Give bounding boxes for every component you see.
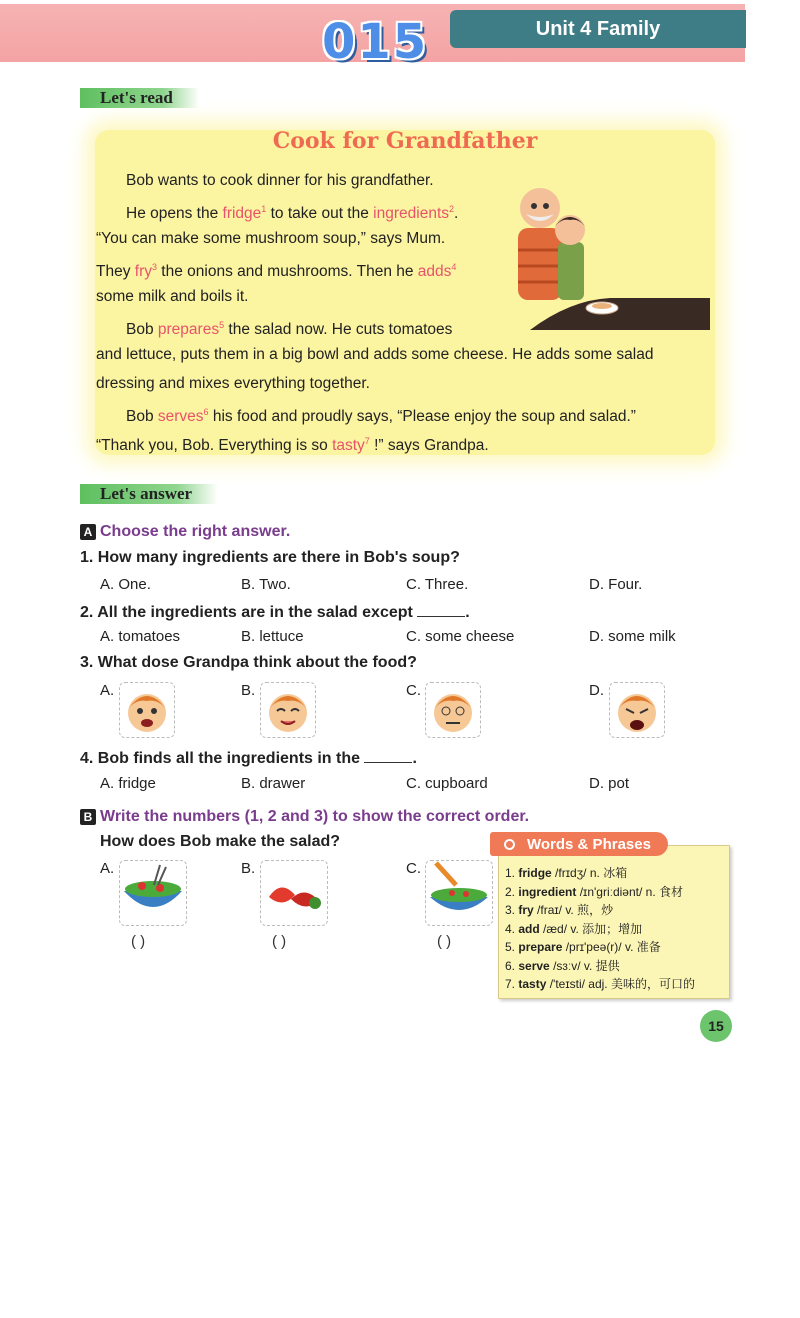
word-item: 5. prepare /prɪ'peə(r)/ v. 准备 [505, 940, 661, 954]
circle-bullet-icon [504, 839, 515, 850]
word-item: 7. tasty /'teɪsti/ adj. 美味的，可口的 [505, 977, 695, 991]
words-heading: Words & Phrases [490, 832, 668, 856]
q2-option-a[interactable]: A. tomatoes [100, 628, 181, 645]
story-line: dressing and mixes everything together. [96, 375, 370, 392]
question-3: 3. What dose Grandpa think about the food? [80, 654, 417, 671]
page-number: 15 [700, 1010, 732, 1042]
story-line: He opens the fridge$^1$ to take out the ingredients$^2$. [126, 204, 459, 223]
q4-blank[interactable] [364, 748, 412, 763]
word-item: 4. add /æd/ v. 添加；增加 [505, 921, 643, 936]
word-item: 3. fry /fraɪ/ v. 煎，炒 [505, 903, 614, 917]
q2-option-b[interactable]: B. lettuce [241, 628, 304, 645]
order-blank-b[interactable]: ( ) [272, 933, 287, 950]
word-item: 6. serve /sɜːv/ v. 提供 [505, 958, 620, 973]
question-1: 1. How many ingredients are there in Bob's soup? [80, 549, 460, 566]
part-b-question: How does Bob make the salad? [100, 833, 341, 850]
q1-option-a[interactable]: A. One. [100, 576, 151, 593]
lets-answer-tag: Let's answer [80, 484, 218, 504]
q4-option-b[interactable]: B. drawer [241, 775, 306, 792]
question-2: 2. All the ingredients are in the salad except . [80, 604, 470, 621]
q2-blank[interactable] [417, 602, 465, 617]
q3-option-d[interactable]: D. [589, 682, 604, 699]
story-line: They fry$^3$ the onions and mushrooms. Then he adds$^4$ [96, 262, 457, 281]
b-option-b: B. [241, 860, 256, 877]
q1-option-c[interactable]: C. Three. [406, 576, 469, 593]
question-4: 4. Bob finds all the ingredients in the . [80, 750, 417, 767]
part-b-badge: B [80, 809, 96, 825]
part-a-instruction: A Choose the right answer. [80, 523, 290, 541]
b-option-c: C. [406, 860, 421, 877]
face-dizzy-image[interactable] [425, 682, 481, 738]
lets-read-tag: Let's read [80, 88, 199, 108]
q1-option-b[interactable]: B. Two. [241, 576, 291, 593]
part-a-badge: A [80, 524, 96, 540]
words-list [505, 864, 695, 994]
story-line: Bob wants to cook dinner for his grandfather. [126, 172, 434, 189]
q2-option-c[interactable]: C. some cheese [406, 628, 515, 645]
lesson-number: 015 [322, 14, 429, 70]
q4-option-a[interactable]: A. fridge [100, 775, 156, 792]
story-line: Bob serves$^6$ his food and proudly says, “Please enjoy the soup and salad.” [126, 407, 636, 426]
face-disgusted-image[interactable] [609, 682, 665, 738]
q3-option-b[interactable]: B. [241, 682, 256, 699]
q1-option-d[interactable]: D. Four. [589, 576, 643, 593]
grandpa-boy-illustration [510, 180, 710, 330]
salad-cutting-image [260, 860, 328, 926]
b-option-a: A. [100, 860, 115, 877]
story-line: some milk and boils it. [96, 288, 249, 305]
salad-dressing-image [425, 860, 493, 926]
q3-option-a[interactable]: A. [100, 682, 115, 699]
q4-option-c[interactable]: C. cupboard [406, 775, 488, 792]
unit-title: Unit 4 Family [450, 10, 746, 48]
face-tasty-image[interactable] [260, 682, 316, 738]
q2-option-d[interactable]: D. some milk [589, 628, 676, 645]
story-line: “Thank you, Bob. Everything is so tasty$^7$ !” says Grandpa. [96, 436, 489, 455]
q4-option-d[interactable]: D. pot [589, 775, 630, 792]
salad-mixing-image [119, 860, 187, 926]
q3-option-c[interactable]: C. [406, 682, 421, 699]
story-line: Bob prepares$^5$ the salad now. He cuts tomatoes [126, 320, 453, 339]
word-item: 2. ingredient /ɪn'griːdiənt/ n. 食材 [505, 884, 683, 899]
order-blank-a[interactable]: ( ) [131, 933, 146, 950]
part-b-instruction: B Write the numbers (1, 2 and 3) to show the correct order. [80, 808, 529, 826]
story-title: Cook for Grandfather [272, 128, 538, 154]
order-blank-c[interactable]: ( ) [437, 933, 452, 950]
face-yucky-image[interactable] [119, 682, 175, 738]
word-item: 1. fridge /frɪdʒ/ n. 冰箱 [505, 866, 628, 880]
story-line: “You can make some mushroom soup,” says Mum. [96, 230, 446, 247]
story-line: and lettuce, puts them in a big bowl and adds some cheese. He adds some salad [96, 346, 654, 363]
